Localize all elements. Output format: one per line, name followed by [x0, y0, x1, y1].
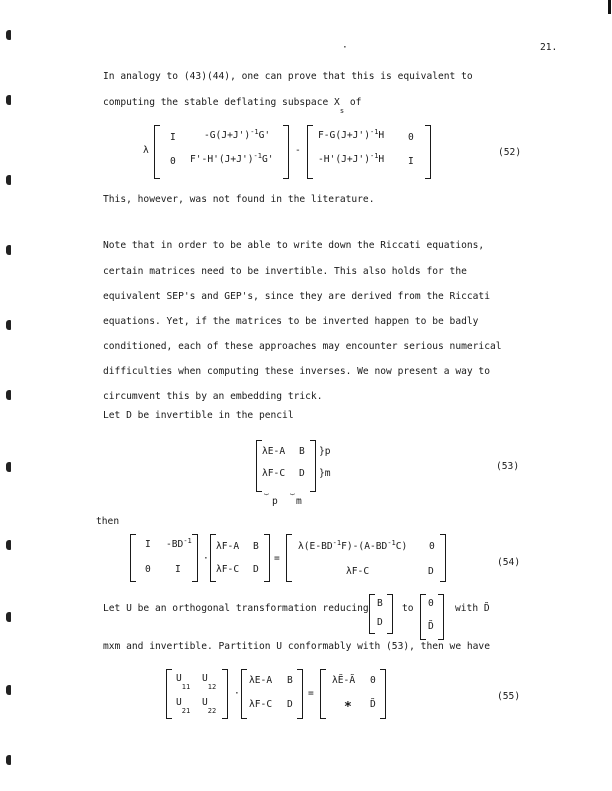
page-number: 21. — [540, 42, 558, 53]
matrix-cell: D — [299, 468, 305, 479]
matrix-cell: λF-C — [216, 564, 240, 575]
bracket-right — [425, 125, 431, 179]
matrix-cell: 0 — [429, 541, 435, 552]
equation-number: (53) — [496, 461, 520, 472]
column-dimension-label: m — [296, 496, 302, 507]
bracket-left — [154, 125, 160, 179]
text-line: conditioned, each of these approaches may encounter serious numerical — [103, 341, 502, 352]
matrix-cell: $U_{22}$ — [202, 697, 217, 715]
equation-number: (52) — [498, 147, 522, 158]
matrix-cell: 0 — [170, 156, 176, 167]
matrix-cell: λF-A — [216, 541, 240, 552]
binder-hole-mark — [6, 390, 11, 400]
bracket-right — [440, 534, 446, 582]
binder-hole-mark — [6, 755, 11, 765]
bracket-right — [222, 669, 228, 719]
text-line: equations. Yet, if the matrices to be inverted happen to be badly — [103, 316, 479, 327]
binder-hole-mark — [6, 245, 11, 255]
text-line: equivalent SEP's and GEP's, since they are derived from the Riccati — [103, 291, 490, 302]
matrix-cell: $-BD^{-1}$ — [166, 537, 192, 551]
matrix-cell: 0 — [408, 132, 414, 143]
bracket-right — [283, 125, 289, 179]
matrix-cell: I — [408, 156, 414, 167]
row-dimension-label: }p — [319, 446, 331, 457]
text-line: certain matrices need to be invertible. This also holds for the — [103, 266, 467, 277]
underbrace: ⏟ — [264, 486, 269, 495]
matrix-cell: $U_{21}$ — [176, 697, 191, 715]
matrix-cell: $F'-H'(J+J')^{-1}G'$ — [190, 152, 274, 166]
text-word: to — [402, 603, 414, 614]
bracket-left — [320, 669, 326, 719]
row-dimension-label: }m — [319, 468, 331, 479]
matrix-cell: $F-G(J+J')^{-1}H$ — [318, 128, 385, 142]
equation-number: (55) — [497, 691, 521, 702]
binder-hole-mark — [6, 540, 11, 550]
equals-sign: = — [308, 688, 314, 699]
text-line: computing the stable deflating subspace $X_s$ of — [103, 97, 362, 115]
underbrace: ⏟ — [290, 486, 295, 495]
bracket-right — [438, 594, 444, 640]
binder-hole-mark — [6, 612, 11, 622]
stray-dot: · — [342, 42, 348, 53]
text-line: This, however, was not found in the literature. — [103, 194, 375, 205]
minus-sign: - — [295, 145, 301, 156]
bracket-right — [387, 594, 393, 634]
matrix-cell: D̃ — [370, 699, 376, 710]
dot-operator: · — [234, 688, 240, 699]
bracket-right — [264, 534, 270, 582]
binder-hole-mark — [6, 462, 11, 472]
matrix-cell: B — [253, 541, 259, 552]
bracket-right — [192, 534, 198, 582]
matrix-cell: $U_{11}$ — [176, 673, 191, 691]
bracket-right — [310, 440, 316, 492]
matrix-cell: I — [145, 539, 151, 550]
matrix-cell: D — [253, 564, 259, 575]
matrix-cell: D — [287, 699, 293, 710]
matrix-cell: λE-A — [262, 446, 286, 457]
bracket-left — [241, 669, 247, 719]
matrix-cell: λE-A — [249, 675, 273, 686]
matrix-cell: 0 — [370, 675, 376, 686]
bracket-left — [307, 125, 313, 179]
matrix-cell: ∗ — [344, 697, 352, 712]
column-dimension-label: p — [272, 496, 278, 507]
matrix-cell: B — [287, 675, 293, 686]
matrix-cell: $U_{12}$ — [202, 673, 217, 691]
text-line: Let D be invertible in the pencil — [103, 410, 294, 421]
bracket-left — [286, 534, 292, 582]
matrix-cell: I — [175, 564, 181, 575]
lambda-symbol: λ — [143, 145, 149, 156]
binder-hole-mark — [6, 30, 11, 40]
matrix-cell: λF-C — [249, 699, 273, 710]
bracket-left — [420, 594, 426, 640]
matrix-cell: λF-C — [346, 566, 370, 577]
bracket-left — [369, 594, 375, 634]
edge-mark — [608, 0, 611, 14]
matrix-cell: $-H'(J+J')^{-1}H$ — [318, 152, 385, 166]
matrix-cell: D — [428, 566, 434, 577]
bracket-left — [166, 669, 172, 719]
text-line: difficulties when computing these inverses. We now present a way to — [103, 366, 490, 377]
binder-hole-mark — [6, 175, 11, 185]
matrix-cell: B — [299, 446, 305, 457]
matrix-cell: $\lambda(E-BD^{-1}F)-(A-BD^{-1}C)$ — [298, 539, 408, 553]
dot-operator: · — [203, 553, 209, 564]
text-line: then — [96, 516, 120, 527]
matrix-cell: λẼ-Ã — [332, 675, 356, 686]
text-line: Note that in order to be able to write down the Riccati equations, — [103, 240, 485, 251]
binder-hole-mark — [6, 320, 11, 330]
bracket-left — [130, 534, 136, 582]
bracket-right — [380, 669, 386, 719]
equals-sign: = — [274, 553, 280, 564]
matrix-cell: I — [170, 132, 176, 143]
binder-hole-mark — [6, 95, 11, 105]
vector-cell: D — [377, 617, 383, 628]
vector-cell: 0 — [428, 598, 434, 609]
binder-hole-mark — [6, 685, 11, 695]
matrix-cell: $-G(J+J')^{-1}G'$ — [204, 128, 271, 142]
vector-cell: D̃ — [428, 621, 434, 632]
matrix-cell: λF-C — [262, 468, 286, 479]
text-line: mxm and invertible. Partition U conformably with (53), then we have — [103, 641, 490, 652]
text-line: circumvent this by an embedding trick. — [103, 391, 323, 402]
vector-cell: B — [377, 598, 383, 609]
text-line: In analogy to (43)(44), one can prove that this is equivalent to — [103, 71, 473, 82]
equation-number: (54) — [497, 557, 521, 568]
matrix-cell: 0 — [145, 564, 151, 575]
text-word: with D̃ — [455, 603, 490, 614]
bracket-right — [297, 669, 303, 719]
text-line: Let U be an orthogonal transformation reducing — [103, 603, 369, 614]
